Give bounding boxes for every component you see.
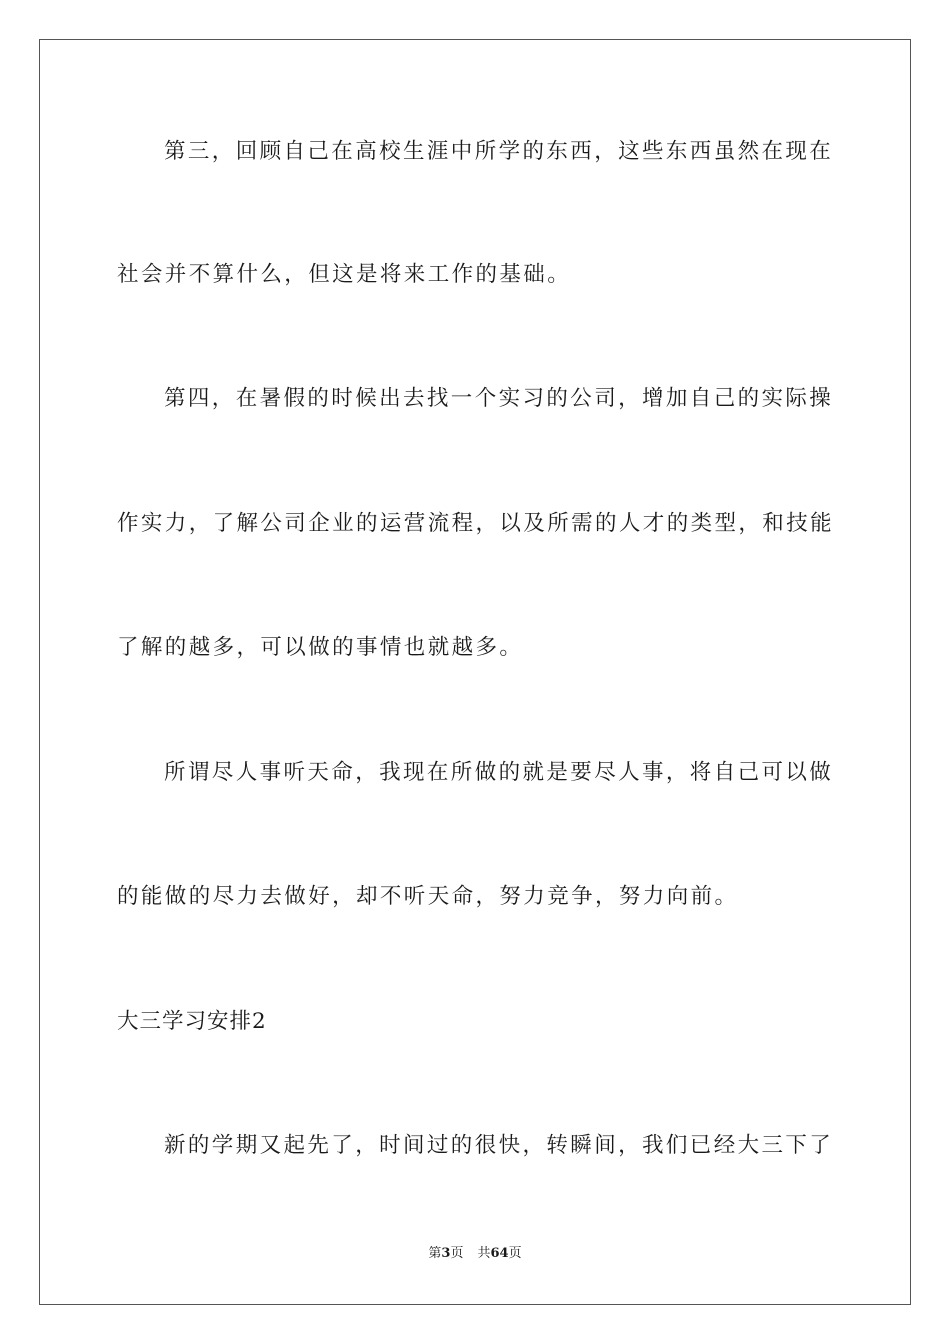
paragraph-line: 所谓尽人事听天命，我现在所做的就是要尽人事，将自己可以做 <box>164 760 834 785</box>
page-footer <box>0 1244 950 1264</box>
paragraph-line: 了解的越多，可以做的事情也就越多。 <box>117 635 524 660</box>
paragraph-line: 社会并不算什么，但这是将来工作的基础。 <box>117 262 572 287</box>
page-prefix: 第 <box>428 1246 442 1261</box>
paragraph-line: 作实力，了解公司企业的运营流程，以及所需的人才的类型，和技能 <box>117 511 835 536</box>
paragraph-line: 第四，在暑假的时候出去找一个实习的公司，增加自己的实际操 <box>164 386 834 411</box>
page-number: 3 <box>441 1246 451 1261</box>
total-suffix: 页 <box>508 1246 522 1261</box>
page-border <box>39 39 911 1305</box>
page-suffix: 页 <box>450 1246 464 1261</box>
paragraph-line: 新的学期又起先了，时间过的很快，转瞬间，我们已经大三下了 <box>164 1133 834 1158</box>
paragraph-line: 的能做的尽力去做好，却不听天命，努力竞争，努力向前。 <box>117 884 739 909</box>
total-pages: 64 <box>490 1246 509 1261</box>
total-prefix: 共 <box>477 1246 491 1261</box>
paragraph-line: 第三，回顾自己在高校生涯中所学的东西，这些东西虽然在现在 <box>164 139 834 164</box>
section-heading: 大三学习安排2 <box>117 1009 267 1034</box>
